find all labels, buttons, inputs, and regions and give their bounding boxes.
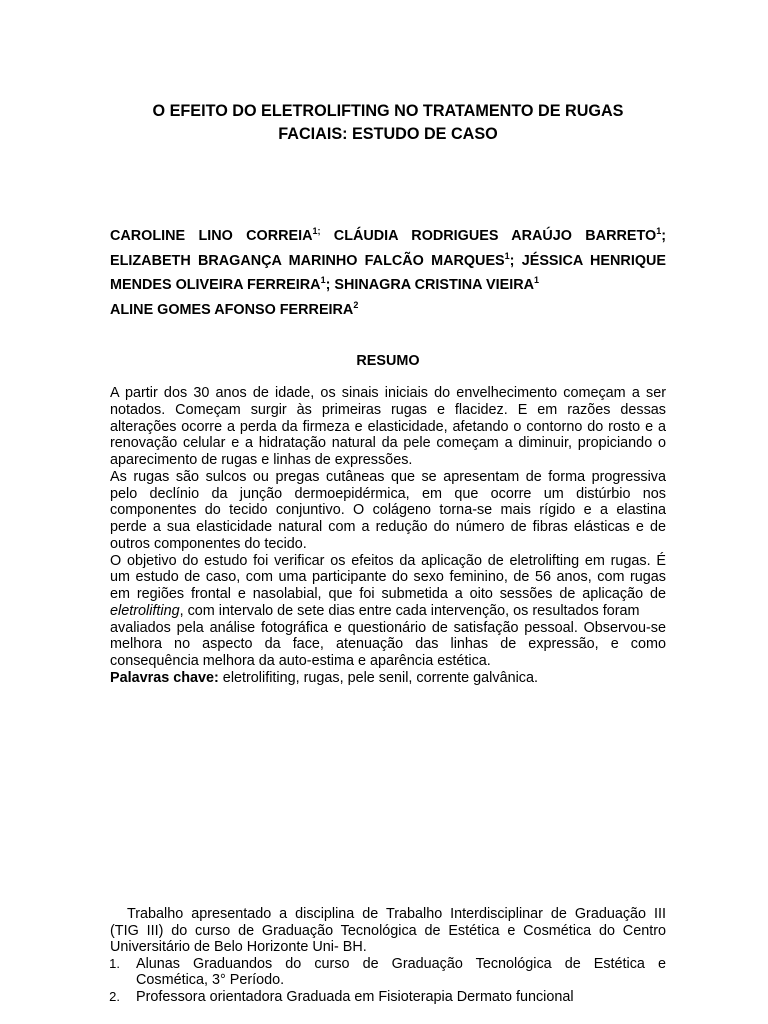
author-name: SHINAGRA CRISTINA VIEIRA bbox=[334, 277, 534, 293]
author-name: MENDES OLIVEIRA FERREIRA bbox=[110, 277, 321, 293]
abstract-line: pelo declínio da junção dermoepidérmica, em que ocorre um distúrbio nos bbox=[110, 485, 666, 502]
author-name: ELIZABETH BRAGANÇA MARINHO FALCÃO MARQUES bbox=[110, 252, 505, 269]
abstract-line: melhora no aspecto da face, atenuação das linhas de expressão, e como bbox=[110, 636, 666, 653]
author-name: JÉSSICA HENRIQUE bbox=[521, 252, 666, 269]
abstract-line: As rugas são sulcos ou pregas cutâneas que se apresentam de forma progressiva bbox=[110, 468, 666, 485]
keywords-line bbox=[110, 670, 666, 687]
author-affiliation: 1 bbox=[320, 275, 326, 285]
abstract-line: em regiões frontal e nasolabial, que foi submetida a oito sessões de aplicação de bbox=[110, 586, 666, 602]
abstract-line: avaliados pela análise fotográfica e questionário de satisfação pessoal. Observou-se bbox=[110, 619, 666, 636]
footnote-line: Trabalho apresentado a disciplina de Trabalho Interdisciplinar de Graduação III bbox=[127, 906, 666, 922]
footnote-item-line: Alunas Graduandos do curso de Graduação Tecnológica de Estética e bbox=[136, 955, 666, 972]
author-affiliation: 1 bbox=[504, 250, 510, 261]
keywords-list: eletrolifiting, rugas, pele senil, corrente galvânica. bbox=[218, 669, 538, 686]
footnote-item-line: Cosmética, 3° Período. bbox=[136, 972, 285, 989]
author-list bbox=[110, 224, 666, 322]
title-line: O EFEITO DO ELETROLIFTING NO TRATAMENTO DE RUGAS bbox=[152, 102, 624, 120]
abstract-line: A partir dos 30 anos de idade, os sinais iniciais do envelhecimento começam a ser bbox=[110, 385, 666, 401]
author-affiliation: 1 bbox=[656, 226, 662, 236]
abstract-line: O objetivo do estudo foi verificar os efeitos da aplicação de eletrolifting em rugas. É bbox=[110, 552, 666, 569]
abstract-line bbox=[110, 603, 666, 620]
abstract-line: aparecimento de rugas e linhas de expressões. bbox=[110, 452, 413, 468]
author-name: CAROLINE LINO CORREIA bbox=[110, 228, 313, 244]
author-line bbox=[110, 298, 666, 323]
abstract-line: notados. Começam surgir às primeiras rugas e flacidez. E em razões dessas bbox=[110, 401, 666, 418]
abstract-line: outros componentes do tecido. bbox=[110, 535, 307, 552]
keywords-label: Palavras chave: bbox=[110, 669, 219, 686]
footnote-item bbox=[110, 956, 666, 989]
abstract-line: renovação celular e a hidratação natural da pele começam a diminuir, propiciando o bbox=[110, 435, 666, 452]
abstract-line: perde a sua elasticidade natural com a redução do número de fibras elásticas e de bbox=[110, 519, 666, 535]
abstract-line: componentes do tecido conjuntivo. O colágeno torna-se mais rígido e a elastina bbox=[110, 502, 666, 519]
author-name: CLÁUDIA RODRIGUES ARAÚJO BARRETO bbox=[333, 228, 657, 244]
abstract-line: alterações ocorre a perda da firmeza e elasticidade, afetando o contorno do rosto e a bbox=[110, 418, 666, 435]
author-line: MENDES OLIVEIRA FERREIRA$^1$; SHINAGRA CRISTINA VIEIRA$^1$ bbox=[110, 275, 540, 293]
abstract-body bbox=[110, 385, 666, 687]
author-name: ALINE GOMES AFONSO FERREIRA bbox=[110, 301, 354, 318]
title-line: FACIAIS: ESTUDO DE CASO bbox=[278, 125, 498, 143]
italic-term: eletrolifting bbox=[110, 602, 180, 619]
footnote-line: (TIG III) do curso de Graduação Tecnológica de Estética e Cosmética do Centro bbox=[110, 922, 666, 939]
footnote-line: Universitário de Belo Horizonte Uni- BH. bbox=[110, 939, 367, 956]
footnote-item-line: Professora orientadora Graduada em Fisioterapia Dermato funcional bbox=[136, 988, 574, 1005]
author-affiliation: 1; bbox=[312, 226, 321, 236]
footnote-block bbox=[110, 906, 666, 1006]
footnote-item bbox=[110, 989, 666, 1006]
abstract-heading: RESUMO bbox=[356, 353, 420, 369]
author-line: ELIZABETH BRAGANÇA MARINHO FALCÃO MARQUES$^1$; JÉSSICA HENRIQUE bbox=[110, 250, 666, 269]
author-line: CAROLINE LINO $CORREIA^{1;}$ CLÁUDIA RODRIGUES ARAÚJO BARRETO$^1$; bbox=[110, 226, 666, 244]
footnote-number: 2. bbox=[109, 988, 120, 1004]
abstract-line: consequência melhora da auto-estima e aparência estética. bbox=[110, 653, 491, 669]
abstract-line-rest: , com intervalo de sete dias entre cada intervenção, os resultados foram bbox=[179, 602, 640, 619]
footnote-number: 1. bbox=[109, 955, 120, 971]
author-affiliation: 2 bbox=[353, 299, 359, 310]
author-affiliation: 1 bbox=[534, 275, 540, 285]
paper-title bbox=[110, 100, 666, 146]
abstract-line: um estudo de caso, com uma participante do sexo feminino, de 56 anos, com rugas bbox=[110, 569, 666, 586]
